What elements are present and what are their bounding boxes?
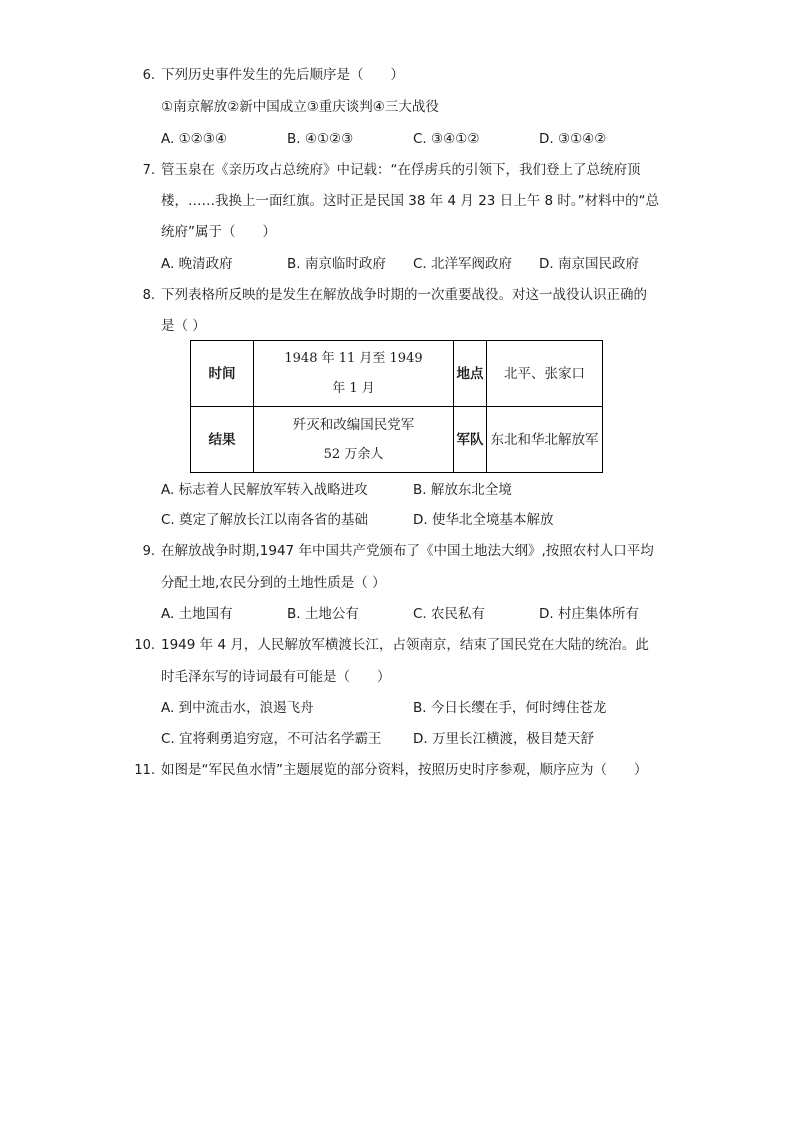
time-line-2: 年 1 月: [332, 380, 375, 396]
question-stem: 1949 年 4 月，人民解放军横渡长江，占领南京，结束了国民党在大陆的统治。此: [161, 637, 649, 653]
option-b[interactable]: B. 土地公有: [287, 606, 359, 622]
question-number: 10.: [134, 638, 155, 653]
option-a[interactable]: A. 土地国有: [161, 606, 233, 622]
option-c[interactable]: C. 宜将剩勇追穷寇，不可沽名学霸王: [161, 731, 382, 747]
table-cell-place: 北平、张家口: [487, 341, 603, 407]
option-d[interactable]: D. ③①④②: [539, 131, 607, 147]
option-d[interactable]: D. 南京国民政府: [539, 256, 639, 272]
question-number: 7.: [142, 163, 155, 178]
table-cell-time: [254, 341, 454, 407]
question-stem: 下列表格所反映的是发生在解放战争时期的一次重要战役。对这一战役认识正确的: [161, 287, 647, 303]
question-stem: 在解放战争时期,1947 年中国共产党颁布了《中国土地法大纲》,按照农村人口平均: [161, 543, 654, 559]
question-stem: ①南京解放②新中国成立③重庆谈判④三大战役: [161, 99, 439, 115]
question-stem: 管玉泉在《亲历攻占总统府》中记载：“在俘虏兵的引领下，我们登上了总统府顶: [161, 162, 641, 178]
table-header-result: 结果: [191, 407, 254, 473]
result-line-2: 52 万余人: [323, 446, 384, 462]
option-a[interactable]: A. 到中流击水，浪遏飞舟: [161, 700, 314, 716]
question-number: 8.: [142, 288, 155, 303]
option-b[interactable]: B. 解放东北全境: [413, 482, 512, 498]
option-c[interactable]: C. ③④①②: [413, 131, 480, 147]
option-b[interactable]: B. 今日长缨在手，何时缚住苍龙: [413, 700, 607, 716]
question-stem: 统府”属于（ ）: [161, 224, 276, 240]
table-row: [191, 341, 603, 407]
table-header-place: 地点: [454, 341, 487, 407]
question-stem: 楼，……我换上一面红旗。这时正是民国 38 年 4 月 23 日上午 8 时。”材料中的“总: [161, 193, 660, 209]
table-cell-army: 东北和华北解放军: [487, 407, 603, 473]
question-stem: 时毛泽东写的诗词最有可能是（ ）: [161, 669, 391, 685]
question-stem: 是（ ）: [161, 318, 206, 334]
table-row: [191, 407, 603, 473]
option-d[interactable]: D. 使华北全境基本解放: [413, 512, 554, 528]
option-b[interactable]: B. ④①②③: [287, 131, 354, 147]
question-number: 6.: [142, 68, 155, 83]
question-number: 11.: [134, 763, 155, 778]
question-stem: 下列历史事件发生的先后顺序是（ ）: [161, 67, 404, 83]
option-c[interactable]: C. 农民私有: [413, 606, 486, 622]
option-d[interactable]: D. 村庄集体所有: [539, 606, 639, 622]
option-a[interactable]: A. ①②③④: [161, 131, 227, 147]
option-d[interactable]: D. 万里长江横渡，极目楚天舒: [413, 731, 594, 747]
question-stem: 分配土地,农民分到的土地性质是（ ）: [161, 575, 386, 591]
table-header-time: 时间: [191, 341, 254, 407]
question-stem: 如图是“军民鱼水情”主题展览的部分资料，按照历史时序参观，顺序应为（ ）: [161, 762, 648, 778]
option-c[interactable]: C. 奠定了解放长江以南各省的基础: [161, 512, 369, 528]
question-number: 9.: [142, 544, 155, 559]
result-line-1: 歼灭和改编国民党军: [292, 416, 415, 433]
table-cell-result: [254, 407, 454, 473]
option-b[interactable]: B. 南京临时政府: [287, 256, 386, 272]
option-a[interactable]: A. 晚清政府: [161, 256, 233, 272]
option-c[interactable]: C. 北洋军阀政府: [413, 256, 513, 272]
battle-info-table: [190, 340, 603, 473]
table-header-army: 军队: [454, 407, 487, 473]
option-a[interactable]: A. 标志着人民解放军转入战略进攻: [161, 482, 368, 498]
time-line-1: 1948 年 11 月至 1949: [284, 350, 423, 366]
